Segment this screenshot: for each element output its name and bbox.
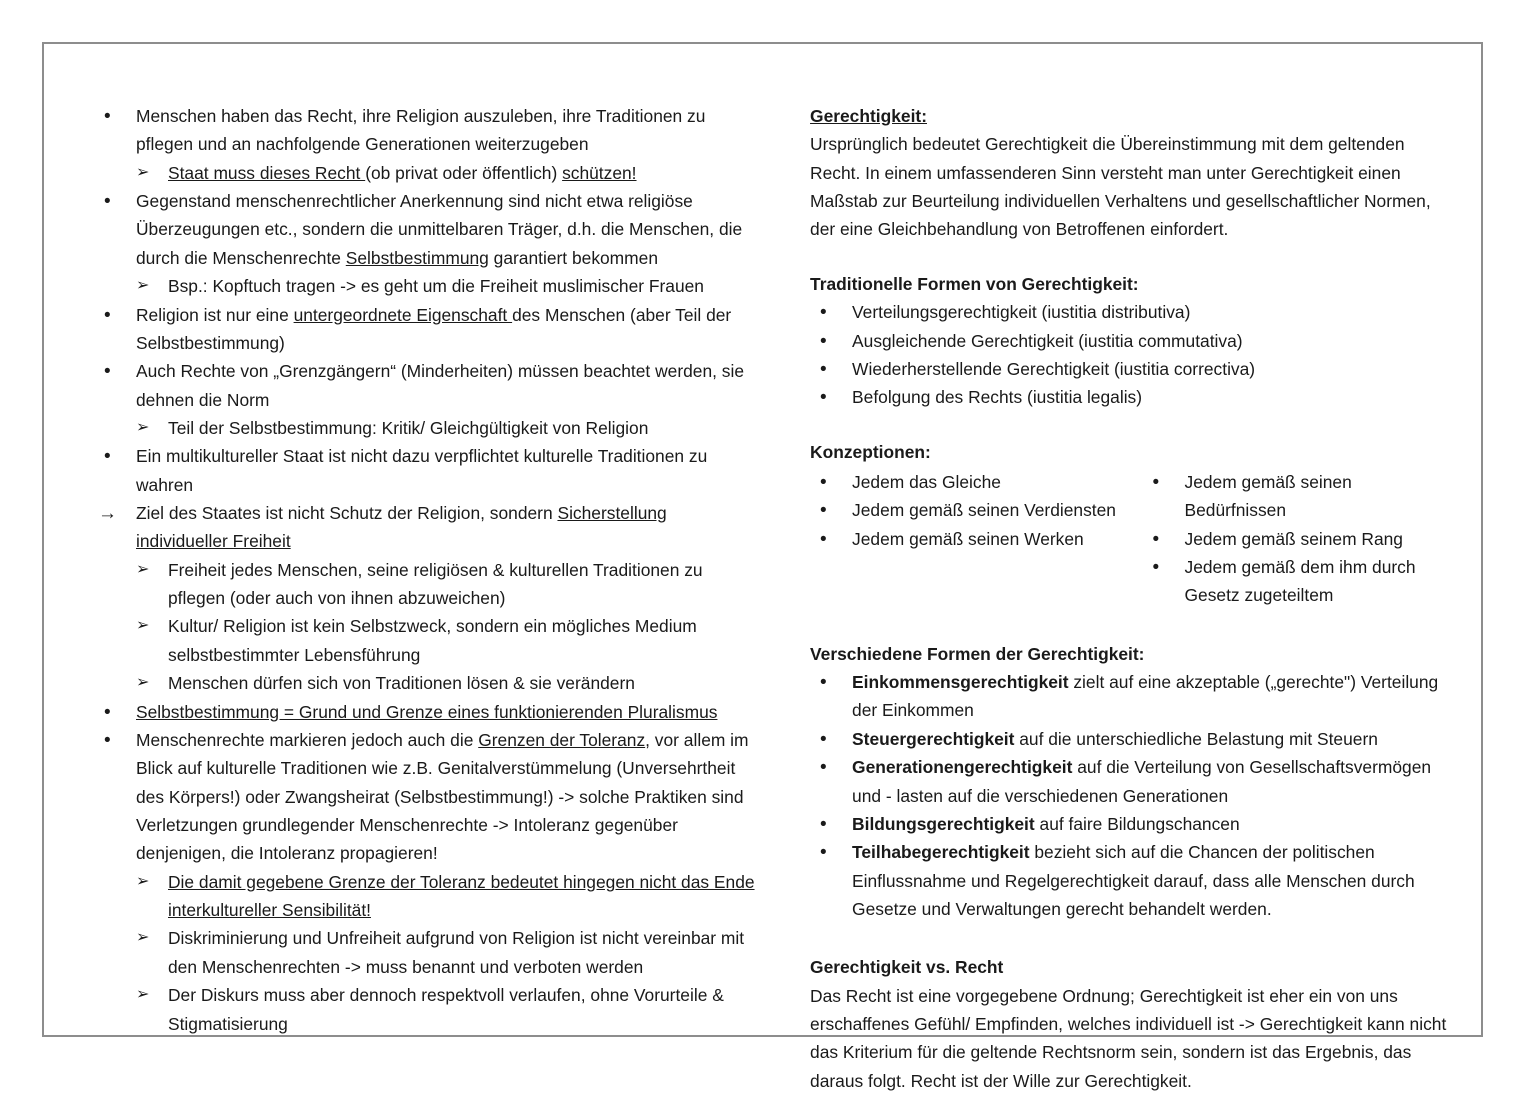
bullet-dot-icon	[104, 301, 122, 332]
konzeption-item	[1143, 553, 1455, 610]
bullet-text: Menschen dürfen sich von Traditionen lösen & sie verändern	[168, 673, 635, 694]
list-konzeptionen-1	[810, 468, 1132, 553]
left-column-list	[90, 102, 760, 1038]
bullet-dot-icon	[1153, 553, 1171, 584]
bullet-item	[90, 726, 760, 868]
heading-gerechtigkeit: Gerechtigkeit:	[810, 106, 927, 126]
bullet-text: Menschen haben das Recht, ihre Religion auszuleben, ihre Traditionen zu pflegen und an nachfolgende Generationen weiterzugeben	[136, 106, 706, 155]
bullet-dot-icon	[820, 355, 838, 386]
term-label: Generationengerechtigkeit	[852, 757, 1073, 778]
bullet-dot-icon	[820, 496, 838, 527]
heading-gerechtigkeit-vs-recht: Gerechtigkeit vs. Recht	[810, 957, 1004, 978]
text-run: schützen!	[562, 162, 637, 183]
block-arrow-icon: →	[98, 503, 117, 525]
bullet-text: Jedem das Gleiche	[852, 471, 1001, 492]
konzeptionen-grid	[810, 468, 1455, 610]
term-label: Einkommensgerechtigkeit	[852, 672, 1069, 693]
text-run: Selbstbestimmung = Grund und Grenze eines funktionierenden Pluralismus	[136, 701, 718, 722]
gerechtigkeitsform-item	[810, 725, 1455, 753]
traditionelle-form-item	[810, 327, 1455, 355]
term-description: auf faire Bildungschancen	[1034, 813, 1240, 834]
bullet-text: Jedem gemäß seinen Bedürfnissen	[1184, 471, 1352, 521]
bullet-dot-icon	[104, 726, 122, 757]
bullet-dot-icon	[104, 442, 122, 473]
traditionelle-form-item	[810, 355, 1455, 383]
text-run: Ziel des Staates ist nicht Schutz der Religion, sondern	[136, 503, 558, 524]
list-verschiedene-formen	[810, 668, 1455, 923]
arrow-bullet-item	[90, 499, 760, 556]
term-description: auf die Verteilung von Gesellschaftsvermögen und - lasten auf die verschiedenen Generationen	[852, 757, 1432, 806]
bullet-item	[90, 187, 760, 272]
sub-bullet-item	[90, 612, 760, 669]
text-run: garantiert bekommen	[488, 247, 659, 268]
sub-bullet-item	[90, 556, 760, 613]
bullet-text	[136, 305, 731, 353]
sub-bullet-item	[90, 981, 760, 1038]
bullet-text	[136, 191, 742, 268]
left-column	[90, 102, 778, 1034]
bullet-text	[168, 872, 755, 920]
heading-verschiedene-formen: Verschiedene Formen der Gerechtigkeit:	[810, 643, 1145, 664]
bullet-text: Bsp.: Kopftuch tragen -> es geht um die Freiheit muslimischer Frauen	[168, 276, 704, 297]
text-run: Selbstbestimmung	[345, 247, 489, 268]
sub-arrow-icon: ➢	[136, 418, 150, 436]
konzeption-item	[810, 496, 1132, 524]
bullet-text	[852, 814, 1240, 834]
bullet-text: Ausgleichende Gerechtigkeit (iustitia commutativa)	[852, 330, 1243, 351]
bullet-item	[90, 357, 760, 414]
gerechtigkeitsform-item	[810, 753, 1455, 810]
document-page	[42, 42, 1483, 1091]
bullet-text: Jedem gemäß seinen Werken	[852, 528, 1084, 549]
heading-traditionelle-formen: Traditionelle Formen von Gerechtigkeit:	[810, 273, 1139, 294]
sub-arrow-icon: ➢	[136, 986, 150, 1004]
text-run: Grenzen der Toleranz	[478, 729, 646, 750]
sub-arrow-icon: ➢	[136, 277, 150, 295]
bullet-text: Auch Rechte von „Grenzgängern“ (Minderheiten) müssen beachtet werden, sie dehnen die Norm	[136, 361, 745, 410]
bullet-dot-icon	[820, 753, 838, 784]
gerechtigkeitsform-item	[810, 810, 1455, 838]
sub-arrow-icon: ➢	[136, 163, 150, 181]
bullet-dot-icon	[104, 357, 122, 388]
bullet-text: Der Diskurs muss aber dennoch respektvoll verlaufen, ohne Vorurteile & Stigmatisierung	[168, 985, 724, 1034]
bullet-text: Teil der Selbstbestimmung: Kritik/ Gleichgültigkeit von Religion	[168, 417, 649, 438]
text-run: Menschenrechte markieren jedoch auch die	[136, 729, 479, 750]
bullet-text: Ein multikultureller Staat ist nicht dazu verpflichtet kulturelle Traditionen zu wahren	[136, 446, 708, 495]
bullet-dot-icon	[1153, 468, 1171, 499]
sub-bullet-item	[90, 669, 760, 697]
bullet-item	[90, 442, 760, 499]
bullet-text: Wiederherstellende Gerechtigkeit (iustitia correctiva)	[852, 358, 1256, 379]
bullet-text	[852, 672, 1438, 720]
term-description: zielt auf eine akzeptable („gerechte") Verteilung der Einkommen	[852, 672, 1439, 721]
sub-bullet-item	[90, 272, 760, 300]
text-run: des Menschen (aber Teil der Selbstbestimmung)	[136, 304, 732, 353]
bullet-text: Verteilungsgerechtigkeit (iustitia distributiva)	[852, 302, 1191, 323]
bullet-dot-icon	[820, 468, 838, 499]
sub-arrow-icon: ➢	[136, 674, 150, 692]
konzeption-item	[1143, 468, 1455, 525]
text-run: Sicherstellung individueller Freiheit	[136, 503, 667, 552]
bullet-dot-icon	[1153, 525, 1171, 556]
term-label: Bildungsgerechtigkeit	[852, 813, 1035, 834]
paragraph-gerechtigkeit-definition: Ursprünglich bedeutet Gerechtigkeit die Übereinstimmung mit dem geltenden Recht. In einem umfassenderen Sinn versteht man unter Gerechtigkeit einen Maßstab zur Beurteilung individuellen Verhaltens und gesellschaftlicher Normen, der eine Gleichbehandlung von Betroffenen einfordert.	[810, 134, 1431, 240]
bullet-dot-icon	[104, 187, 122, 218]
bullet-dot-icon	[820, 298, 838, 329]
bullet-text: Jedem gemäß seinen Verdiensten	[852, 500, 1116, 521]
sub-bullet-item	[90, 159, 760, 187]
bullet-item	[90, 102, 760, 159]
sub-bullet-item	[90, 414, 760, 442]
right-column	[778, 102, 1455, 1091]
bullet-item	[90, 301, 760, 358]
text-run: (ob privat oder öffentlich)	[365, 162, 563, 183]
bullet-text	[168, 163, 637, 183]
traditionelle-form-item	[810, 383, 1455, 411]
text-run: untergeordnete Eigenschaft	[293, 304, 513, 325]
konzeptionen-column-2	[1133, 468, 1455, 610]
bullet-text	[852, 757, 1431, 805]
text-run: Religion ist nur eine	[136, 304, 294, 325]
gerechtigkeitsform-item	[810, 838, 1455, 923]
bullet-text	[136, 702, 717, 722]
term-label: Teilhabegerechtigkeit	[852, 842, 1030, 863]
bullet-item	[90, 698, 760, 726]
text-run: , vor allem im Blick auf kulturelle Traditionen wie z.B. Genitalverstümmelung (Unversehrtheit des Körpers!) oder Zwangsheirat (Selbstbestimmung!) -> solche Praktiken sind Verletzungen grundlegender Menschenrechte -> Intoleranz gegenüber denjenigen, die Intoleranz propagieren!	[136, 729, 749, 864]
text-run: Die damit gegebene Grenze der Toleranz bedeutet hingegen nicht das Ende interkultureller Sensibilität!	[168, 871, 755, 921]
konzeption-item	[1143, 525, 1455, 553]
konzeption-item	[810, 468, 1132, 496]
bullet-dot-icon	[820, 810, 838, 841]
text-run: Staat muss dieses Recht	[168, 162, 366, 183]
bullet-dot-icon	[820, 838, 838, 869]
sub-arrow-icon: ➢	[136, 872, 150, 890]
bullet-text	[136, 730, 749, 863]
bullet-dot-icon	[820, 383, 838, 414]
bullet-dot-icon	[820, 725, 838, 756]
paragraph-gerechtigkeit-vs-recht: Das Recht ist eine vorgegebene Ordnung; Gerechtigkeit ist eher ein von uns erschaffenes Gefühl/ Empfinden, welches individuell ist -> Gerechtigkeit kann nicht das Kriterium für die geltende Rechtsnorm sein, sondern ist das Ergebnis, das daraus folgt. Recht ist der Wille zur Gerechtigkeit.	[810, 985, 1447, 1091]
bullet-text	[136, 503, 667, 551]
bullet-text: Befolgung des Rechts (iustitia legalis)	[852, 387, 1143, 408]
two-column-layout	[44, 44, 1481, 1091]
bullet-dot-icon	[104, 698, 122, 729]
sub-bullet-item	[90, 924, 760, 981]
bullet-dot-icon	[820, 327, 838, 358]
bullet-dot-icon	[820, 525, 838, 556]
sub-bullet-item	[90, 868, 760, 925]
sub-arrow-icon: ➢	[136, 617, 150, 635]
term-label: Steuergerechtigkeit	[852, 728, 1015, 749]
sub-arrow-icon: ➢	[136, 929, 150, 947]
text-run: Gegenstand menschenrechtlicher Anerkennung sind nicht etwa religiöse Überzeugungen etc., sondern die unmittelbaren Träger, d.h. die Menschen, die durch die Menschenrechte	[136, 191, 743, 268]
list-traditionelle-formen	[810, 298, 1455, 411]
bullet-text: Kultur/ Religion ist kein Selbstzweck, sondern ein mögliches Medium selbstbestimmter Lebensführung	[168, 616, 697, 665]
bullet-text: Jedem gemäß dem ihm durch Gesetz zugeteiltem	[1184, 557, 1416, 606]
heading-konzeptionen: Konzeptionen:	[810, 441, 931, 462]
bullet-dot-icon	[820, 668, 838, 699]
konzeption-item	[810, 525, 1132, 553]
bullet-text: Jedem gemäß seinem Rang	[1184, 528, 1403, 549]
traditionelle-form-item	[810, 298, 1455, 326]
term-description: bezieht sich auf die Chancen der politischen Einflussnahme und Regelgerechtigkeit darauf, dass alle Menschen durch Gesetze und Verwaltungen gerecht behandelt werden.	[852, 842, 1415, 919]
gerechtigkeitsform-item	[810, 668, 1455, 725]
term-description: auf die unterschiedliche Belastung mit Steuern	[1014, 728, 1378, 749]
konzeptionen-column-1	[810, 468, 1132, 610]
sub-arrow-icon: ➢	[136, 560, 150, 578]
bullet-text: Diskriminierung und Unfreiheit aufgrund von Religion ist nicht vereinbar mit den Menschenrechten -> muss benannt und verboten werden	[168, 928, 745, 977]
bullet-text	[852, 842, 1415, 919]
bullet-dot-icon	[104, 102, 122, 133]
bullet-text: Freiheit jedes Menschen, seine religiösen & kulturellen Traditionen zu pflegen (oder auch von ihnen abzuweichen)	[168, 559, 703, 609]
bullet-text	[852, 729, 1378, 749]
list-konzeptionen-2	[1143, 468, 1455, 610]
